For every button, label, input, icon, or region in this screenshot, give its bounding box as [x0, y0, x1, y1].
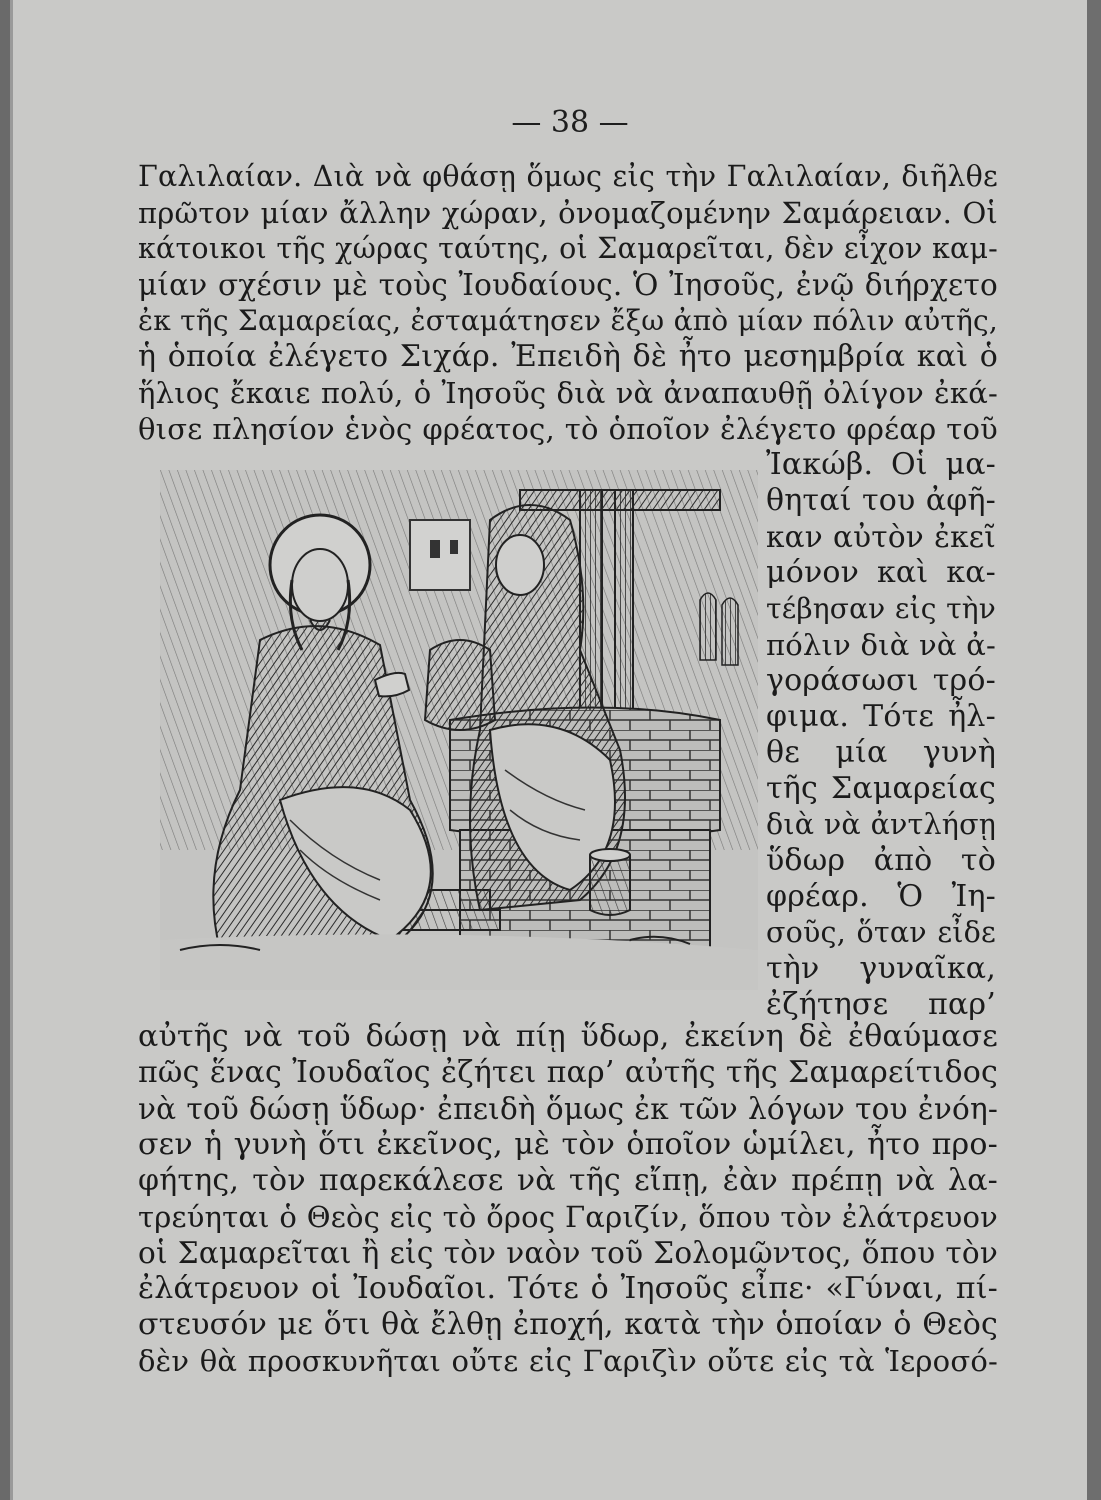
text-line: ἡ ὁποία ἐλέγετο Σιχάρ. Ἐπειδὴ δὲ ἦτο μεσημβρία καὶ ὁ: [138, 339, 998, 374]
text-line: διὰ νὰ ἀντλήσῃ: [766, 808, 996, 841]
text-line: πόλιν διὰ νὰ ἀ-: [766, 628, 996, 662]
text-line: πρῶτον μίαν ἄλλην χώραν, ὀνομαζομένην Σαμάρειαν. Οἱ: [138, 196, 998, 230]
text-line: ἥλιος ἔκαιε πολύ, ὁ Ἰησοῦς διὰ νὰ ἀναπαυθῇ ὀλίγον ἐκά-: [138, 376, 998, 410]
text-line: θε μία γυνὴ: [766, 735, 996, 770]
text-line: τρεύηται ὁ Θεὸς εἰς τὸ ὄρος Γαριζίν, ὅπου τὸν ἐλάτρευον: [138, 1200, 998, 1234]
text-line: θηταί του ἀφῆ-: [766, 483, 996, 518]
text-line: τῆς Σαμαρείας: [766, 771, 996, 806]
text-line: φρέαρ. Ὁ Ἰη-: [766, 879, 996, 914]
page-number: — 38 —: [511, 105, 629, 140]
text-line: φήτης, τὸν παρεκάλεσε νὰ τῆς εἴπῃ, ἐὰν πρέπῃ νὰ λα-: [138, 1163, 998, 1198]
text-line: φιμα. Τότε ἦλ-: [766, 699, 996, 734]
text-line: Ἰακώβ. Οἱ μα-: [766, 447, 996, 482]
text-line: στευσόν με ὅτι θὰ ἔλθῃ ἐποχή, κατὰ τὴν ὁποίαν ὁ Θεὸς: [138, 1307, 998, 1342]
text-line: Γαλιλαίαν. Διὰ νὰ φθάσῃ ὅμως εἰς τὴν Γαλιλαίαν, διῆλθε: [138, 160, 998, 193]
text-line: ἐκ τῆς Σαμαρείας, ἐσταμάτησεν ἔξω ἀπὸ μίαν πόλιν αὐτῆς,: [138, 304, 998, 337]
text-line: κάτοικοι τῆς χώρας ταύτης, οἱ Σαμαρεῖται, δὲν εἶχον καμ-: [138, 232, 998, 265]
text-line: μόνον καὶ κα-: [766, 555, 996, 590]
text-line: σοῦς, ὅταν εἶδε: [766, 916, 996, 949]
text-line: δὲν θὰ προσκυνῆται οὔτε εἰς Γαριζὶν οὔτε εἰς τὰ Ἱεροσό-: [138, 1344, 998, 1378]
page-edge-right: [1087, 0, 1101, 1500]
text-line: ἐζήτησε παρ’: [766, 987, 996, 1022]
text-line: καν αὐτὸν ἐκεῖ: [766, 520, 996, 554]
text-line: ὕδωρ ἀπὸ τὸ: [766, 843, 996, 878]
text-line: οἱ Σαμαρεῖται ἢ εἰς τὸν ναὸν τοῦ Σολομῶντος, ὅπου τὸν: [138, 1236, 998, 1270]
text-line: πῶς ἕνας Ἰουδαῖος ἐζήτει παρ’ αὐτῆς τῆς Σαμαρείτιδος: [138, 1055, 998, 1090]
text-line: θισε πλησίον ἑνὸς φρέατος, τὸ ὁποῖον ἐλέγετο φρέαρ τοῦ: [138, 412, 998, 446]
text-line: τὴν γυναῖκα,: [766, 951, 996, 986]
text-line: μίαν σχέσιν μὲ τοὺς Ἰουδαίους. Ὁ Ἰησοῦς, ἐνῷ διήρχετο: [138, 268, 998, 302]
page-fold: [10, 0, 13, 1500]
text-line: αὐτῆς νὰ τοῦ δώσῃ νὰ πίῃ ὕδωρ, ἐκείνη δὲ ἐθαύμασε: [138, 1019, 998, 1054]
engraving-illustration: [160, 470, 758, 990]
text-line: σεν ἡ γυνὴ ὅτι ἐκεῖνος, μὲ τὸν ὁποῖον ὡμίλει, ἦτο προ-: [138, 1127, 998, 1162]
page-edge-left: [0, 0, 10, 1500]
text-line: τέβησαν εἰς τὴν: [766, 592, 996, 625]
text-line: ἐλάτρευον οἱ Ἰουδαῖοι. Τότε ὁ Ἰησοῦς εἶπε· «Γύναι, πί-: [138, 1271, 998, 1306]
text-line: γοράσωσι τρό-: [766, 663, 996, 698]
text-line: νὰ τοῦ δώσῃ ὕδωρ· ἐπειδὴ ὅμως ἐκ τῶν λόγων του ἐνόη-: [138, 1092, 998, 1126]
